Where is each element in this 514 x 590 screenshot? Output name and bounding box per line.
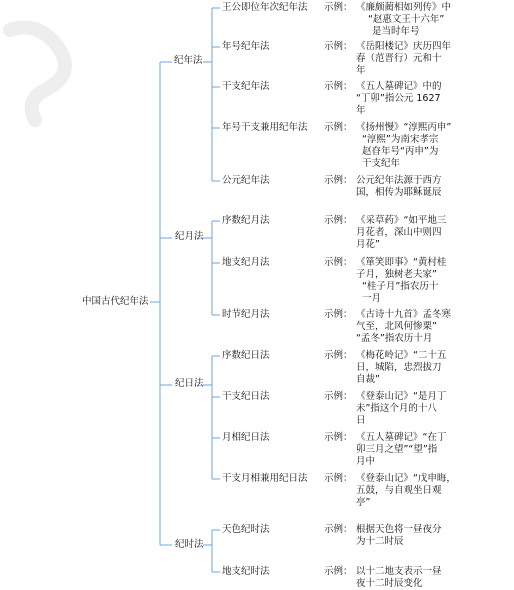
example-label: 示例： (324, 350, 353, 361)
example-text: 《五人墓碑记》中的 “丁卯”指公元 1627 年 (356, 81, 442, 116)
method-name: 年号纪年法 (222, 41, 270, 52)
method-name: 干支纪日法 (222, 391, 270, 402)
category-year: 纪年法 (174, 55, 203, 66)
method-name: 干支纪年法 (222, 81, 270, 92)
method-name: 公元纪年法 (222, 175, 270, 186)
example-text: 公元纪年法源于西方 国，相传为耶稣诞辰 (356, 175, 442, 198)
example-text: 《五人墓碑记》“在丁 卯三月之望”“望”指 月中 (356, 432, 447, 467)
example-label: 示例： (324, 175, 353, 186)
example-label: 示例： (324, 524, 353, 535)
category-month: 纪月法 (175, 231, 204, 242)
example-label: 示例： (324, 309, 353, 320)
method-name: 序数纪月法 (222, 215, 270, 226)
example-label: 示例： (324, 2, 353, 13)
method-name: 时节纪月法 (222, 309, 270, 320)
method-name: 干支月相兼用纪日法 (222, 473, 308, 484)
root-node: 中国古代纪年法 (82, 296, 149, 307)
example-label: 示例： (324, 257, 353, 268)
example-text: 《箪笑即事》“黄村桂 子月，独树老夫家” “桂子月”指农历十 一月 (356, 257, 447, 304)
example-label: 示例： (324, 122, 353, 133)
example-label: 示例： (324, 391, 353, 402)
example-text: 以十二地支表示一昼 夜十二时辰变化 (356, 566, 442, 589)
method-name: 月相纪日法 (222, 432, 270, 443)
example-label: 示例： (324, 432, 353, 443)
example-text: 《登泰山记》“是月丁 未”指这个月的十八 日 (356, 391, 447, 426)
example-text: 《梅花岭记》“二十五 日，城陷，忠烈拔刀 自裁” (356, 350, 447, 385)
example-text: 《扬州慢》“淳熙丙申” “淳熙”为南宋孝宗 赵昚年号“丙申”为 干支纪年 (356, 122, 452, 169)
example-label: 示例： (324, 41, 353, 52)
example-text: 《采草药》“如平地三 月花者，深山中则四 月花” (356, 215, 447, 250)
method-name: 地支纪时法 (222, 566, 270, 577)
method-name: 天色纪时法 (222, 524, 270, 535)
method-name: 王公即位年次纪年法 (222, 2, 308, 13)
method-name: 序数纪日法 (222, 350, 270, 361)
example-text: 《廉颇蔺相如列传》中 “赵惠文王十六年” 是当时年号 (356, 2, 452, 37)
example-label: 示例： (324, 215, 353, 226)
example-text: 《登泰山记》“戊申晦， 五鼓，与自观坐日观 亭” (356, 473, 456, 508)
example-text: 《古诗十九首》孟冬寒 气至，北风何惨栗” “孟冬”指农历十月 (356, 309, 452, 344)
example-label: 示例： (324, 473, 353, 484)
example-label: 示例： (324, 566, 353, 577)
example-label: 示例： (324, 81, 353, 92)
category-day: 纪日法 (175, 378, 204, 389)
method-name: 年号干支兼用纪年法 (222, 122, 308, 133)
method-name: 地支纪月法 (222, 257, 270, 268)
category-hour: 纪时法 (175, 539, 204, 550)
example-text: 根据天色将一昼夜分 为十二时辰 (356, 524, 442, 547)
example-text: 《岳阳楼记》庆历四年 春（范晋行）元和十 年 (356, 41, 452, 76)
